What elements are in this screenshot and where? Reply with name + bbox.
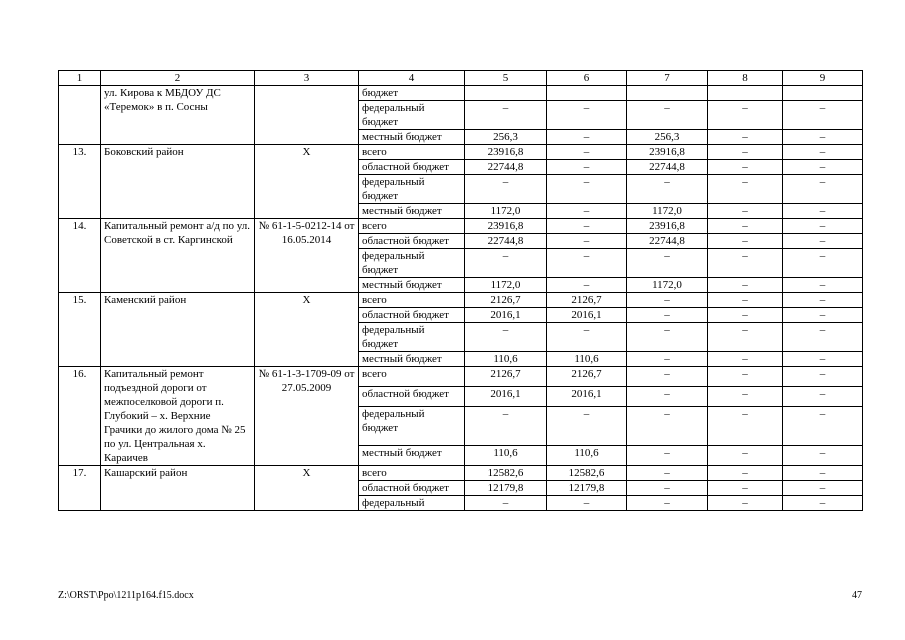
value-cell: – [627, 249, 708, 278]
value-cell: – [708, 145, 783, 160]
value-cell: 2016,1 [465, 387, 547, 407]
value-cell: – [708, 249, 783, 278]
value-cell: – [783, 466, 863, 481]
budget-type: федеральный бюджет [359, 249, 465, 278]
value-cell: – [783, 249, 863, 278]
value-cell: 2016,1 [547, 308, 627, 323]
document-number: Х [255, 145, 359, 219]
budget-type: всего [359, 466, 465, 481]
value-cell: – [783, 293, 863, 308]
value-cell: – [783, 145, 863, 160]
table-row [59, 466, 863, 481]
value-cell: – [783, 278, 863, 293]
value-cell: 2126,7 [547, 367, 627, 387]
budget-type: областной бюджет [359, 234, 465, 249]
budget-type: бюджет [359, 86, 465, 101]
document-number [255, 86, 359, 145]
value-cell: 256,3 [627, 130, 708, 145]
col-header: 7 [627, 71, 708, 86]
budget-type: всего [359, 367, 465, 387]
value-cell: – [708, 481, 783, 496]
value-cell: – [547, 234, 627, 249]
value-cell: – [547, 130, 627, 145]
value-cell: – [465, 175, 547, 204]
value-cell: – [708, 293, 783, 308]
value-cell: – [708, 219, 783, 234]
value-cell: 22744,8 [627, 160, 708, 175]
row-number [59, 86, 101, 145]
document-number: Х [255, 466, 359, 511]
value-cell: – [708, 130, 783, 145]
value-cell: – [708, 407, 783, 446]
value-cell: – [627, 481, 708, 496]
value-cell: – [708, 352, 783, 367]
value-cell: 23916,8 [627, 219, 708, 234]
value-cell: 1172,0 [465, 278, 547, 293]
value-cell: – [783, 160, 863, 175]
object-name: Кашарский район [101, 466, 255, 511]
value-cell: – [708, 445, 783, 465]
value-cell: – [783, 323, 863, 352]
value-cell: – [783, 367, 863, 387]
col-header: 5 [465, 71, 547, 86]
budget-type: федеральный [359, 496, 465, 511]
col-header: 6 [547, 71, 627, 86]
value-cell: – [627, 308, 708, 323]
value-cell: – [708, 204, 783, 219]
value-cell: – [547, 407, 627, 446]
value-cell: – [708, 466, 783, 481]
value-cell: – [783, 496, 863, 511]
value-cell: – [465, 249, 547, 278]
value-cell: 2016,1 [547, 387, 627, 407]
value-cell: 12582,6 [465, 466, 547, 481]
value-cell: – [708, 308, 783, 323]
value-cell [708, 86, 783, 101]
value-cell: – [547, 204, 627, 219]
value-cell: – [783, 407, 863, 446]
budget-type: областной бюджет [359, 481, 465, 496]
table-row [59, 293, 863, 308]
row-number: 17. [59, 466, 101, 511]
value-cell: – [547, 219, 627, 234]
budget-table [58, 70, 863, 511]
value-cell: 12179,8 [465, 481, 547, 496]
value-cell: – [547, 323, 627, 352]
budget-type: всего [359, 293, 465, 308]
value-cell: 22744,8 [627, 234, 708, 249]
col-header: 2 [101, 71, 255, 86]
value-cell: – [783, 481, 863, 496]
value-cell: 22744,8 [465, 160, 547, 175]
value-cell [465, 86, 547, 101]
value-cell: 1172,0 [627, 204, 708, 219]
value-cell: 256,3 [465, 130, 547, 145]
value-cell: – [783, 387, 863, 407]
value-cell: – [783, 175, 863, 204]
value-cell: – [547, 160, 627, 175]
value-cell: – [708, 101, 783, 130]
value-cell: – [627, 466, 708, 481]
value-cell [783, 86, 863, 101]
value-cell: – [627, 175, 708, 204]
value-cell: – [627, 407, 708, 446]
value-cell [547, 86, 627, 101]
value-cell: 110,6 [465, 352, 547, 367]
budget-type: местный бюджет [359, 204, 465, 219]
row-number: 15. [59, 293, 101, 367]
value-cell: 23916,8 [465, 145, 547, 160]
value-cell: 110,6 [547, 352, 627, 367]
value-cell: – [547, 145, 627, 160]
table-row [59, 367, 863, 387]
value-cell: – [783, 445, 863, 465]
value-cell: – [627, 101, 708, 130]
value-cell: 2126,7 [547, 293, 627, 308]
col-header: 3 [255, 71, 359, 86]
object-name: Боковский район [101, 145, 255, 219]
value-cell: – [627, 445, 708, 465]
table-row [59, 219, 863, 234]
document-number: № 61-1-5-0212-14 от 16.05.2014 [255, 219, 359, 293]
value-cell: 110,6 [547, 445, 627, 465]
value-cell: – [547, 249, 627, 278]
row-number: 16. [59, 367, 101, 466]
value-cell: 1172,0 [627, 278, 708, 293]
value-cell: – [627, 387, 708, 407]
value-cell: 110,6 [465, 445, 547, 465]
budget-type: местный бюджет [359, 352, 465, 367]
header-row [59, 71, 863, 86]
document-number: № 61-1-3-1709-09 от 27.05.2009 [255, 367, 359, 466]
value-cell: – [708, 175, 783, 204]
value-cell: 12582,6 [547, 466, 627, 481]
budget-type: федеральный бюджет [359, 407, 465, 446]
value-cell: – [465, 496, 547, 511]
document-number: Х [255, 293, 359, 367]
table-body [59, 86, 863, 511]
value-cell: – [708, 323, 783, 352]
value-cell: – [627, 367, 708, 387]
value-cell: – [547, 278, 627, 293]
footer-file-path: Z:\ORST\Ppo\1211p164.f15.docx [58, 590, 194, 601]
value-cell: – [627, 496, 708, 511]
budget-type: местный бюджет [359, 278, 465, 293]
value-cell: – [783, 130, 863, 145]
value-cell: – [783, 234, 863, 249]
page-number: 47 [852, 590, 862, 601]
budget-type: областной бюджет [359, 308, 465, 323]
value-cell: – [465, 323, 547, 352]
value-cell: – [783, 204, 863, 219]
budget-type: областной бюджет [359, 160, 465, 175]
object-name: Каменский район [101, 293, 255, 367]
value-cell: – [547, 496, 627, 511]
value-cell: 2126,7 [465, 293, 547, 308]
budget-type: всего [359, 145, 465, 160]
budget-type: областной бюджет [359, 387, 465, 407]
col-header: 9 [783, 71, 863, 86]
value-cell: – [627, 323, 708, 352]
value-cell: 23916,8 [465, 219, 547, 234]
budget-type: федеральный бюджет [359, 323, 465, 352]
col-header: 1 [59, 71, 101, 86]
value-cell: 2126,7 [465, 367, 547, 387]
table-row [59, 145, 863, 160]
value-cell: – [783, 308, 863, 323]
value-cell: – [708, 278, 783, 293]
value-cell: – [783, 219, 863, 234]
value-cell [627, 86, 708, 101]
budget-type: федеральный бюджет [359, 101, 465, 130]
value-cell: 23916,8 [627, 145, 708, 160]
table-row [59, 86, 863, 101]
object-name: Капитальный ремонт а/д по ул. Советской в ст. Каргинской [101, 219, 255, 293]
value-cell: – [465, 101, 547, 130]
value-cell: – [708, 387, 783, 407]
col-header: 8 [708, 71, 783, 86]
value-cell: – [783, 101, 863, 130]
budget-type: всего [359, 219, 465, 234]
value-cell: – [547, 175, 627, 204]
row-number: 14. [59, 219, 101, 293]
budget-type: местный бюджет [359, 130, 465, 145]
budget-type: федеральный бюджет [359, 175, 465, 204]
col-header: 4 [359, 71, 465, 86]
value-cell: – [708, 496, 783, 511]
value-cell: 2016,1 [465, 308, 547, 323]
value-cell: 1172,0 [465, 204, 547, 219]
budget-type: местный бюджет [359, 445, 465, 465]
row-number: 13. [59, 145, 101, 219]
value-cell: 22744,8 [465, 234, 547, 249]
value-cell: – [708, 160, 783, 175]
object-name: Капитальный ремонт подъездной дороги от межпоселковой дороги п. Глубокий – х. Верхние Грачики до жилого дома № 25 по ул. Центральная х. Караичев [101, 367, 255, 466]
object-name: ул. Кирова к МБДОУ ДС «Теремок» в п. Сосны [101, 86, 255, 145]
value-cell: – [627, 352, 708, 367]
value-cell: – [627, 293, 708, 308]
value-cell: – [708, 367, 783, 387]
value-cell: – [547, 101, 627, 130]
value-cell: – [783, 352, 863, 367]
value-cell: 12179,8 [547, 481, 627, 496]
value-cell: – [465, 407, 547, 446]
value-cell: – [708, 234, 783, 249]
